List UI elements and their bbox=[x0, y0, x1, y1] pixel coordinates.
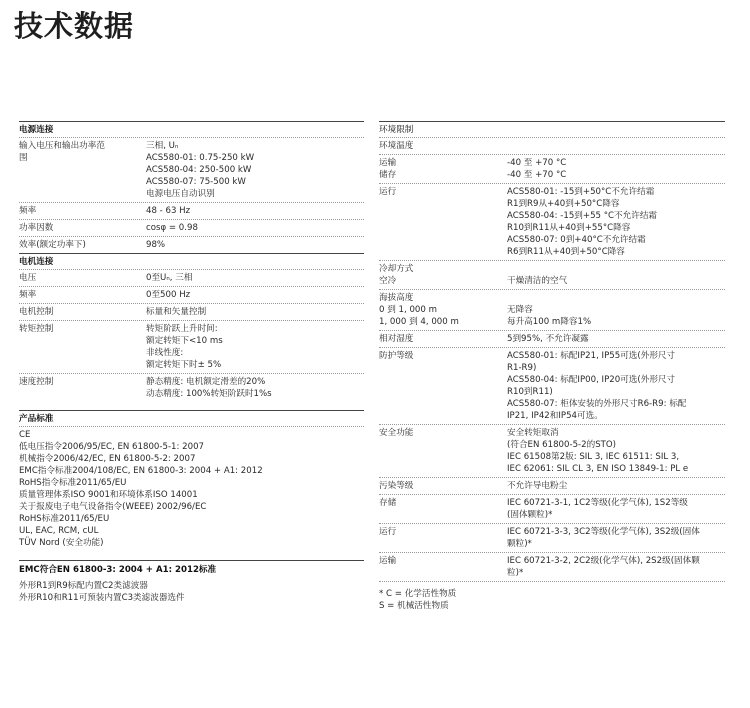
spec-label: 转矩控制 bbox=[19, 324, 54, 334]
spec-value: IEC 60721-3-2, 2C2级(化学气体), 2S2级(固体颗 粒)* bbox=[507, 556, 700, 578]
spec-value: 98% bbox=[146, 240, 166, 250]
spec-value: 静态精度: 电机额定滑差的20% 动态精度: 100%转矩阶跃时1%s bbox=[146, 377, 272, 399]
spec-row bbox=[19, 321, 364, 374]
footnote: * C = 化学活性物质 S = 机械活性物质 bbox=[379, 589, 457, 611]
spec-label: 运行 bbox=[379, 187, 397, 197]
spec-label: 海拔高度 0 到 1, 000 m 1, 000 到 4, 000 m bbox=[379, 293, 459, 327]
spec-row bbox=[379, 425, 725, 478]
spec-row bbox=[19, 304, 364, 321]
spec-label: 频率 bbox=[19, 206, 37, 216]
spec-label: 环境温度 bbox=[379, 141, 414, 151]
emc-header: EMC符合EN 61800-3: 2004 + A1: 2012标准 bbox=[19, 560, 364, 578]
spec-label: 电压 bbox=[19, 273, 37, 283]
spec-label: 运输 bbox=[379, 556, 397, 566]
spec-label: 防护等级 bbox=[379, 351, 414, 361]
spec-label: 存储 bbox=[379, 498, 397, 508]
spec-value: 48 - 63 Hz bbox=[146, 206, 191, 216]
page-title: 技术数据 bbox=[14, 9, 135, 43]
spec-row bbox=[379, 524, 725, 553]
spec-row bbox=[379, 155, 725, 184]
spec-value: -40 至 +70 °C -40 至 +70 °C bbox=[507, 158, 567, 180]
spec-label: 效率(额定功率下) bbox=[19, 240, 86, 250]
product-standards-list: CE 低电压指令2006/95/EC, EN 61800-5-1: 2007 机械指令2006/42/EC, EN 61800-5-2: 2007 EMC指令标准2004/108/EC, EN 61800-3: 2004 + A1: 2012 RoHS指令标准2011/65/EU 质量管理体系ISO 9001和环境体系ISO 14001 关于报废电子电气设备指令(WEEE) 2002/96/EC RoHS标准2011/65/EU UL, EAC, RCM, cUL TÜV Nord (安全功能) bbox=[19, 430, 263, 548]
spec-row bbox=[379, 261, 725, 290]
spec-label: 运行 bbox=[379, 527, 397, 537]
spec-value: ACS580-01: 标配IP21, IP55可选(外形尺寸 R1-R9) ACS580-04: 标配IP00, IP20可选(外形尺寸 R10到R11) ACS580-07: 柜体安装的外形尺寸R6-R9: 标配 IP21, IP42和IP54可选。 bbox=[507, 351, 687, 421]
spec-row bbox=[19, 270, 364, 287]
spec-label: 功率因数 bbox=[19, 223, 54, 233]
ambient-temperature-subheader bbox=[379, 138, 725, 155]
spec-row bbox=[379, 184, 725, 261]
environment-header: 环境限制 bbox=[379, 121, 725, 138]
spec-value: 干燥清洁的空气 bbox=[507, 276, 568, 286]
spec-row bbox=[19, 374, 364, 402]
spec-value: 标量和矢量控制 bbox=[146, 307, 207, 317]
spec-value: 0至500 Hz bbox=[146, 290, 191, 300]
spec-row bbox=[379, 553, 725, 582]
spec-value: 不允许导电粉尘 bbox=[507, 481, 568, 491]
spec-row bbox=[379, 495, 725, 524]
spec-label: 安全功能 bbox=[379, 428, 414, 438]
spec-value: 安全转矩取消 (符合EN 61800-5-2的STO) IEC 61508第2版: SIL 3, IEC 61511: SIL 3, IEC 62061: SIL CL 3, EN ISO 13849-1: PL e bbox=[507, 428, 689, 474]
spec-label: 相对湿度 bbox=[379, 334, 414, 344]
spec-value: IEC 60721-3-3, 3C2等级(化学气体), 3S2级(固体 颗粒)* bbox=[507, 527, 700, 549]
spec-label: 速度控制 bbox=[19, 377, 54, 387]
spec-row bbox=[19, 203, 364, 220]
spec-row bbox=[379, 290, 725, 331]
motor-connection-header: 电机连接 bbox=[19, 253, 364, 270]
power-connection-header: 电源连接 bbox=[19, 121, 364, 138]
spec-row bbox=[379, 478, 725, 495]
spec-label: 运输 储存 bbox=[379, 158, 397, 180]
emc-text: 外形R1到R9标配内置C2类滤波器 外形R10和R11可预装内置C3类滤波器选件 bbox=[19, 581, 185, 603]
spec-label: 冷却方式 空冷 bbox=[379, 264, 414, 286]
product-standards-header: 产品标准 bbox=[19, 410, 364, 427]
spec-value: 无降容 每升高100 m降容1% bbox=[507, 305, 592, 327]
spec-label: 电机控制 bbox=[19, 307, 54, 317]
spec-label: 频率 bbox=[19, 290, 37, 300]
spec-row bbox=[379, 348, 725, 425]
spec-row bbox=[379, 331, 725, 348]
spec-value: cosφ = 0.98 bbox=[146, 223, 198, 233]
spec-value: 转矩阶跃上升时间: 额定转矩下<10 ms 非线性度: 额定转矩下时± 5% bbox=[146, 324, 223, 370]
spec-row bbox=[19, 220, 364, 237]
spec-value: 0至Uₙ, 三相 bbox=[146, 273, 193, 283]
spec-value: 5到95%, 不允许凝露 bbox=[507, 334, 589, 344]
spec-value: 三相, Uₙ ACS580-01: 0.75-250 kW ACS580-04: 250-500 kW ACS580-07: 75-500 kW 电源电压自动识别 bbox=[146, 141, 255, 199]
spec-row bbox=[19, 138, 364, 203]
left-column bbox=[19, 121, 364, 607]
spec-label: 输入电压和输出功率范 围 bbox=[19, 141, 105, 163]
spec-label: 污染等级 bbox=[379, 481, 414, 491]
right-column bbox=[379, 121, 725, 612]
spec-value: IEC 60721-3-1, 1C2等级(化学气体), 1S2等级 (固体颗粒)* bbox=[507, 498, 688, 520]
spec-row bbox=[19, 287, 364, 304]
spec-value: ACS580-01: -15到+50°C不允许结霜 R1到R9从+40到+50°C降容 ACS580-04: -15到+55 °C不允许结霜 R10到R11从+40到+55°C降容 ACS580-07: 0到+40°C不允许结霜 R6到R11从+40到+50°C降容 bbox=[507, 187, 658, 257]
spec-row bbox=[19, 237, 364, 253]
